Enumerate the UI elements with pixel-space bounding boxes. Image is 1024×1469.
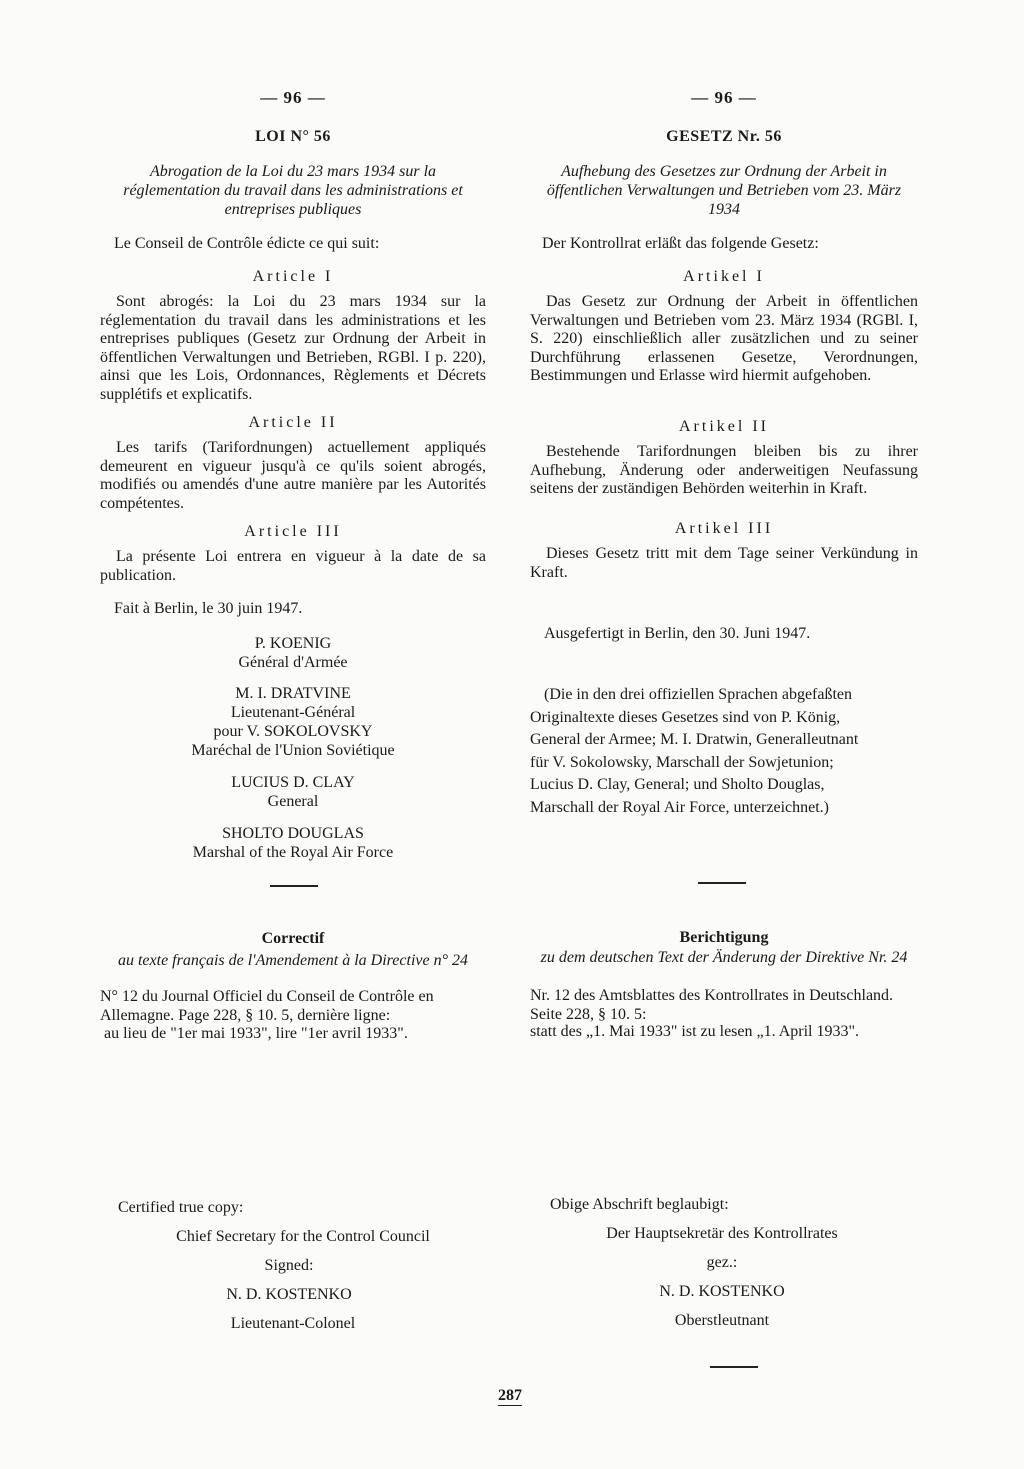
page-number: — 96 —	[260, 88, 326, 107]
certifier-name: N. D. KOSTENKO	[659, 1283, 785, 1300]
note-line: Marschall der Royal Air Force, unterzeichnet.)	[530, 798, 829, 816]
law-subtitle: Abrogation de la Loi du 23 mars 1934 sur la réglementation du travail dans les administrations et entreprises publiques	[123, 163, 463, 218]
signatory-title: pour V. SOKOLOVSKY	[213, 723, 373, 740]
law-title: GESETZ Nr. 56	[666, 128, 782, 145]
german-column	[530, 0, 918, 1469]
article-3-text: La présente Loi entrera en vigueur à la date de sa publication.	[100, 548, 486, 584]
article-1-text: Sont abrogés: la Loi du 23 mars 1934 sur la réglementation du travail dans les administrations et les entreprises publiques (Gesetz zur Ordnung der Arbeit in öffentlichen Verwaltungen und Betrieben, RGBl. I p. 220), ainsi que les Lois, Ordonnances, Règlements et Décrets supplétifs et explicatifs.	[100, 293, 486, 403]
signatory-title: Marshal of the Royal Air Force	[192, 844, 394, 861]
page-footer-number: 287	[498, 1387, 522, 1404]
signatory-name: SHOLTO DOUGLAS	[222, 825, 364, 842]
article-3-text: Dieses Gesetz tritt mit dem Tage seiner Verkündung in Kraft.	[530, 545, 918, 581]
article-2-text: Bestehende Tarifordnungen bleiben bis zu ihrer Aufhebung, Änderung oder anderweitigen Neufassung seitens der zuständigen Behörden weiterhin in Kraft.	[530, 443, 918, 497]
certifier-rank: Oberstleutnant	[674, 1312, 770, 1329]
section-divider	[270, 885, 318, 887]
signatory-name: LUCIUS D. CLAY	[231, 774, 355, 791]
section-divider	[698, 882, 746, 884]
certified-label: Obige Abschrift beglaubigt:	[550, 1196, 729, 1213]
certifier-name: N. D. KOSTENKO	[226, 1286, 352, 1303]
correction-title: Correctif	[261, 930, 325, 947]
done-at-text: Ausgefertigt in Berlin, den 30. Juni 1947.	[544, 625, 811, 642]
article-1-heading: Article I	[252, 268, 334, 285]
signed-label: Signed:	[264, 1257, 314, 1274]
article-2-heading: Article II	[248, 414, 338, 431]
certifier-rank: Lieutenant-Colonel	[230, 1315, 356, 1332]
french-column	[100, 0, 486, 1469]
article-1-text: Das Gesetz zur Ordnung der Arbeit in öffentlichen Verwaltungen und Betrieben vom 23. März 1934 (RGBl. I, S. 220) einschließlich aller zusätzlichen und zu seiner Durchführung erlassenen Gesetze, Verordnungen, Bestimmungen und Erlasse wird hiermit aufgehoben.	[530, 293, 918, 384]
note-line: General der Armee; M. I. Dratwin, Generalleutnant	[530, 731, 859, 748]
note-line: Originaltexte dieses Gesetzes sind von P. König,	[530, 708, 841, 726]
signatory-name: P. KOENIG	[254, 635, 332, 652]
certifier-role: Chief Secretary for the Control Council	[176, 1228, 430, 1245]
article-2-text: Les tarifs (Tarifordnungen) actuellement appliqués demeurent en vigueur jusqu'à ce qu'ils soient abrogés, modifiés ou amendés d'une autre manière par les Autorités compétentes.	[100, 439, 486, 512]
note-line: Lucius D. Clay, General; und Sholto Douglas,	[530, 776, 825, 793]
signatory-title: Lieutenant-Général	[230, 704, 356, 721]
article-1-heading: Artikel I	[683, 268, 765, 285]
signed-label: gez.:	[706, 1254, 738, 1271]
signatory-name: M. I. DRATVINE	[235, 685, 351, 702]
correction-title: Berichtigung	[679, 929, 769, 946]
correction-text: Nr. 12 des Amtsblattes des Kontrollrates in Deutschland. Seite 228, § 10. 5:	[530, 987, 894, 1023]
signatories-note	[530, 684, 918, 819]
page-number: — 96 —	[691, 88, 757, 107]
certified-label: Certified true copy:	[118, 1199, 244, 1216]
signatory-douglas	[100, 824, 486, 862]
law-title: LOI N° 56	[255, 128, 331, 145]
signatory-title: Général d'Armée	[238, 654, 348, 671]
signatory-clay	[100, 773, 486, 811]
signatory-title: Maréchal de l'Union Soviétique	[191, 742, 395, 759]
note-line: (Die in den drei offiziellen Sprachen abgefaßten	[544, 686, 853, 703]
signatory-dratvine	[100, 684, 486, 760]
article-3-heading: Artikel III	[674, 520, 774, 537]
correction-replacement: statt des „1. Mai 1933" ist zu lesen „1. April 1933".	[530, 1023, 860, 1040]
law-subtitle: Aufhebung des Gesetzes zur Ordnung der Arbeit in öffentlichen Verwaltungen und Betrieben vom 23. März 1934	[546, 163, 902, 218]
done-at-text: Fait à Berlin, le 30 juin 1947.	[114, 600, 303, 617]
correction-text: N° 12 du Journal Officiel du Conseil de Contrôle en Allemagne. Page 228, § 10. 5, dernière ligne:	[100, 988, 434, 1024]
intro-text: Le Conseil de Contrôle édicte ce qui suit:	[114, 235, 380, 252]
signatory-title: General	[267, 793, 319, 810]
signatory-koenig	[100, 634, 486, 672]
footer-divider	[710, 1366, 758, 1368]
correction-subtitle: au texte français de l'Amendement à la Directive n° 24	[117, 952, 468, 969]
article-2-heading: Artikel II	[679, 418, 769, 435]
correction-subtitle: zu dem deutschen Text der Änderung der Direktive Nr. 24	[540, 949, 908, 966]
certifier-role: Der Hauptsekretär des Kontrollrates	[606, 1225, 838, 1242]
note-line: für V. Sokolowsky, Marschall der Sowjetunion;	[530, 753, 834, 771]
correction-replacement: au lieu de "1er mai 1933", lire "1er avril 1933".	[104, 1025, 408, 1042]
intro-text: Der Kontrollrat erläßt das folgende Gesetz:	[542, 235, 819, 252]
article-3-heading: Article III	[244, 523, 342, 540]
